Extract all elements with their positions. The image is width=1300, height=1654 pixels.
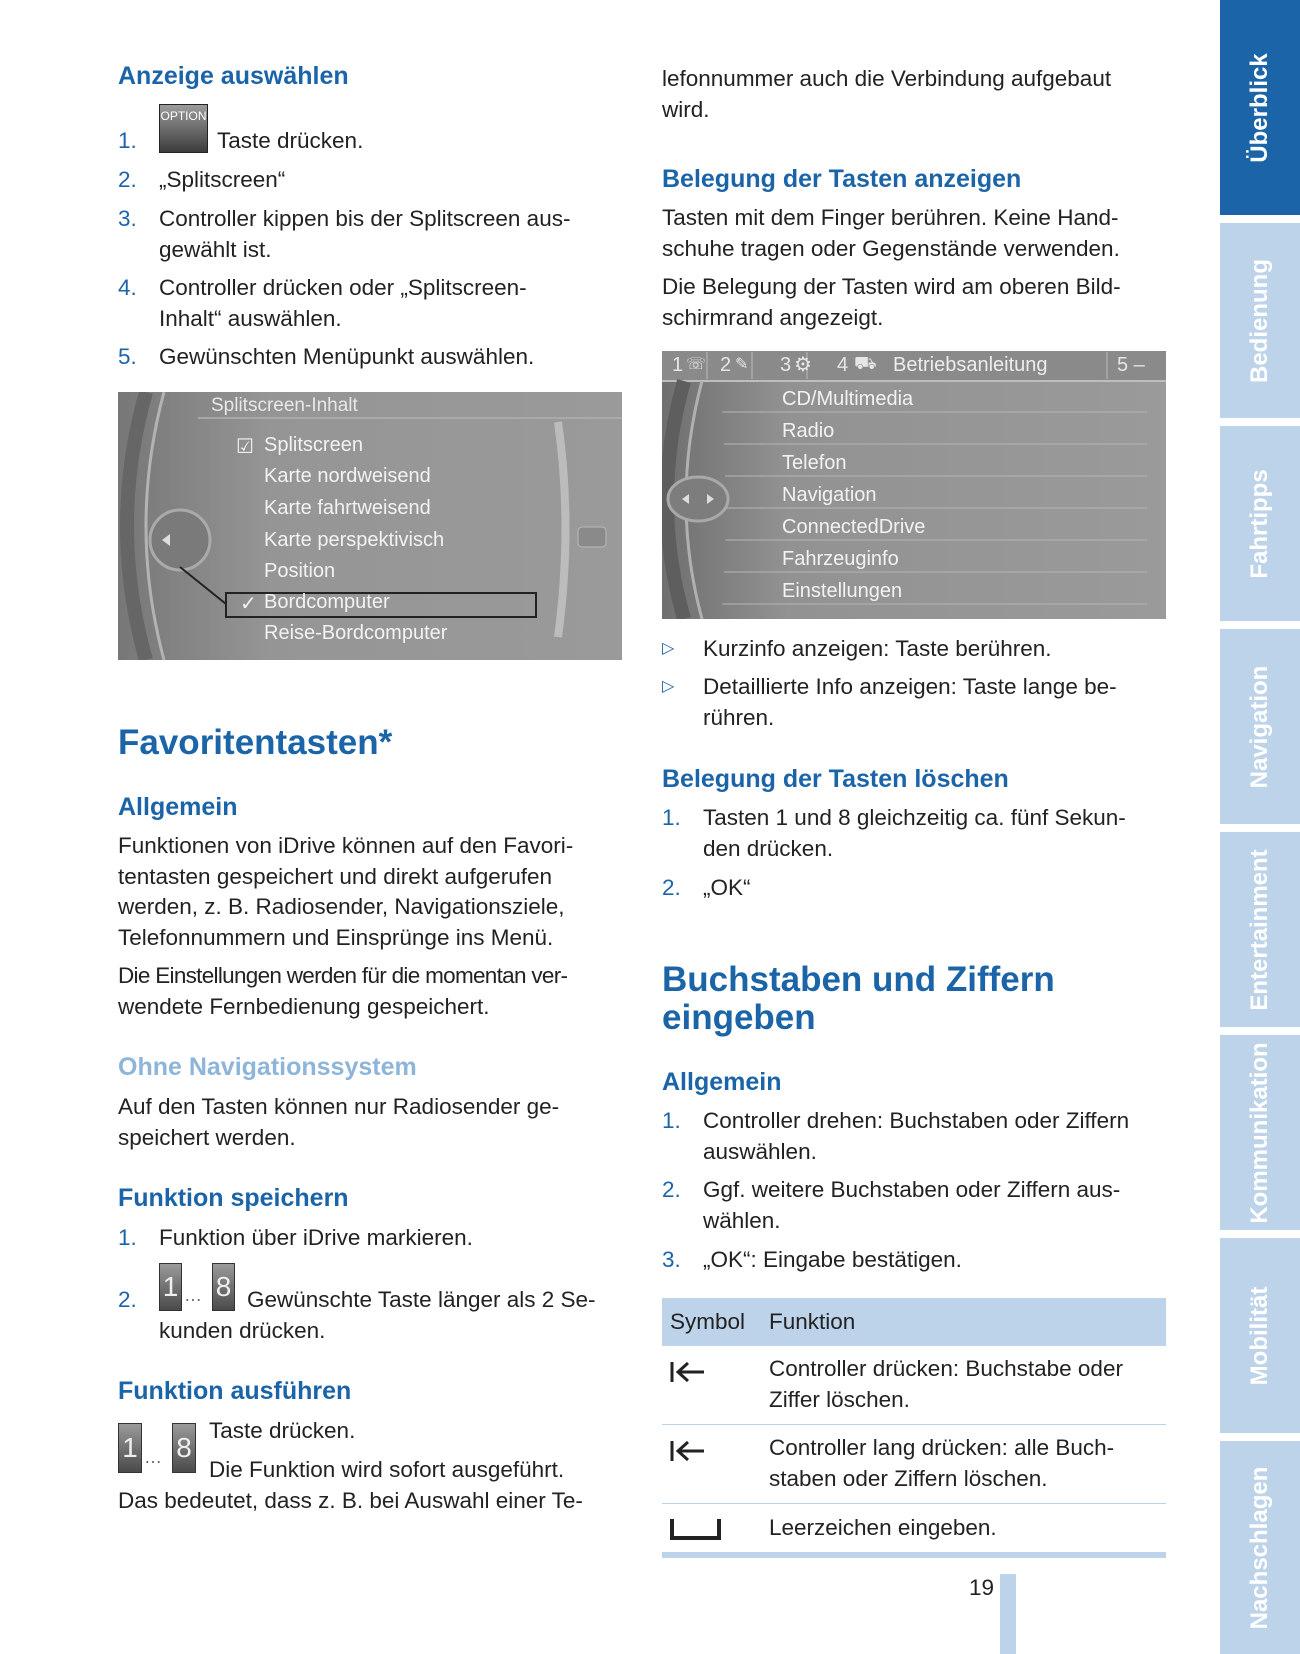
tab-mobilitaet[interactable]: Mobilität	[1220, 1238, 1300, 1433]
backspace-icon	[669, 1438, 707, 1464]
tab-bedienung[interactable]: Bedienung	[1220, 223, 1300, 418]
subheading-allgemein: Allgemein	[662, 1068, 782, 1096]
step-number: 1.	[118, 128, 137, 153]
table-cell-funktion: Leerzeichen eingeben.	[769, 1515, 997, 1540]
step-number: 2.	[662, 1177, 681, 1202]
tab-fahrtipps[interactable]: Fahrtipps	[1220, 426, 1300, 621]
step-number: 4.	[118, 275, 137, 300]
favorite-keys-icon: 1 … 8	[118, 1421, 198, 1473]
menu-item: Telefon	[782, 452, 847, 474]
menu-item: Splitscreen	[264, 434, 363, 456]
tab-ueberblick[interactable]: Überblick	[1220, 0, 1300, 215]
table-cell-funktion: Controller lang drücken: alle Buch- staben oder Ziffern löschen.	[769, 1435, 1115, 1491]
step-text: gewählt ist.	[159, 237, 272, 262]
step-number: 1.	[662, 1108, 681, 1133]
bullet-text: rühren.	[703, 705, 775, 730]
table-cell-funktion: Controller drücken: Buchstabe oder Ziffer löschen.	[769, 1356, 1123, 1412]
step-number: 1.	[662, 805, 681, 830]
step-text: „Splitscreen“	[159, 167, 286, 192]
bullet-text: Detaillierte Info anzeigen: Taste lange be-	[703, 674, 1117, 699]
subheading-ohne-navigation: Ohne Navigationssystem	[118, 1053, 417, 1081]
step-text: Controller kippen bis der Splitscreen aus-	[159, 206, 571, 231]
step-text: kunden drücken.	[159, 1318, 326, 1343]
bar-key-4: 4	[837, 354, 849, 376]
menu-item: Einstellungen	[782, 580, 903, 602]
tab-nachschlagen[interactable]: Nachschlagen	[1220, 1441, 1300, 1654]
step-text: „OK“	[703, 875, 751, 900]
car-icon: ⛟	[854, 353, 877, 373]
step-text: „OK“: Eingabe bestätigen.	[703, 1247, 962, 1272]
bar-key-2: 2	[720, 354, 732, 376]
step-text: Gewünschten Menüpunkt auswählen.	[159, 344, 535, 369]
gear-icon: ⚙	[794, 354, 812, 376]
symbol-table	[662, 1298, 1166, 1558]
paragraph: Die Einstellungen werden für die momentan ver- wendete Fernbedienung gespeichert.	[118, 963, 568, 1019]
bullet-triangle-icon: ▷	[662, 678, 675, 695]
step-text: Tasten 1 und 8 gleichzeitig ca. fünf Sekun-	[703, 805, 1126, 830]
tab-kommunikation[interactable]: Kommunikation	[1220, 1035, 1300, 1230]
paragraph: Auf den Tasten können nur Radiosender ge- speichert werden.	[118, 1094, 560, 1150]
favorite-keys-icon: 1 … 8	[159, 1263, 237, 1311]
menu-item: Karte fahrtweisend	[264, 497, 431, 519]
tab-entertainment[interactable]: Entertainment	[1220, 832, 1300, 1027]
bar-key-1: 1	[672, 354, 684, 376]
menu-item: Karte nordweisend	[264, 465, 431, 487]
menu-item: CD/Multimedia	[782, 388, 914, 410]
subheading-funktion-speichern: Funktion speichern	[118, 1184, 349, 1212]
page-number: 19	[968, 1575, 994, 1600]
table-row	[662, 1425, 1166, 1504]
step-text: Ggf. weitere Buchstaben oder Ziffern aus-	[703, 1177, 1121, 1202]
step-number: 1.	[118, 1225, 137, 1250]
menu-item: Fahrzeuginfo	[782, 548, 899, 570]
page-marker	[1000, 1574, 1016, 1654]
text-line: Taste drücken.	[209, 1418, 356, 1443]
step-text: wählen.	[703, 1208, 781, 1233]
phone-icon: ☏	[686, 356, 707, 373]
section-heading-favoriten: Favoritentasten*	[118, 723, 393, 762]
space-icon	[669, 1516, 723, 1542]
bar-label: Betriebsanleitung	[893, 354, 1048, 376]
subheading-belegung-anzeigen: Belegung der Tasten anzeigen	[662, 165, 1022, 193]
step-text: den drücken.	[703, 836, 834, 861]
table-header-symbol: Symbol	[670, 1309, 746, 1334]
step-text: Inhalt“ auswählen.	[159, 306, 342, 331]
option-key-icon: OPTION	[159, 104, 208, 153]
paragraph: Tasten mit dem Finger berühren. Keine Hand- schuhe tragen oder Gegenstände verwenden.	[662, 205, 1120, 261]
step-number: 2.	[118, 167, 137, 192]
backspace-icon	[669, 1359, 707, 1385]
step-text: Controller drücken oder „Splitscreen-	[159, 275, 527, 300]
table-row	[662, 1504, 1166, 1558]
menu-item: ConnectedDrive	[782, 516, 926, 538]
step-number: 3.	[118, 206, 137, 231]
bullet-text: Kurzinfo anzeigen: Taste berühren.	[703, 636, 1052, 661]
controller-graphic	[118, 392, 622, 660]
text-line: Das bedeutet, dass z. B. bei Auswahl einer Te-	[118, 1488, 583, 1513]
step-number: 2.	[118, 1287, 137, 1312]
table-row	[662, 1346, 1166, 1425]
step-number: 3.	[662, 1247, 681, 1272]
text-line: Die Funktion wird sofort ausgeführt.	[209, 1457, 565, 1482]
paragraph: Die Belegung der Tasten wird am oberen Bild- schirmrand angezeigt.	[662, 274, 1121, 330]
checkbox-icon: ☑	[236, 436, 254, 458]
step-text: auswählen.	[703, 1139, 817, 1164]
bullet-triangle-icon: ▷	[662, 640, 675, 657]
step-text: Funktion über iDrive markieren.	[159, 1225, 473, 1250]
menu-item: Karte perspektivisch	[264, 529, 445, 551]
splitscreen-screenshot	[118, 392, 622, 660]
paragraph: Funktionen von iDrive können auf den Favori- tentasten gespeichert und direkt aufgerufen werden, z. B. Radiosender, Navigationsziele, Telefonnummern und Einsprünge ins Menü.	[118, 833, 574, 950]
subheading-allgemein: Allgemein	[118, 793, 238, 821]
step-number: 2.	[662, 875, 681, 900]
table-header-funktion: Funktion	[769, 1309, 856, 1334]
screen-title: Splitscreen-Inhalt	[211, 395, 358, 416]
table-header	[662, 1298, 1166, 1346]
checkmark-icon: ✓	[240, 593, 257, 615]
step-text: Gewünschte Taste länger als 2 Se-	[247, 1287, 596, 1312]
tools-icon: ✎	[735, 356, 749, 373]
controller-graphic	[662, 351, 1166, 619]
step-text: Taste drücken.	[217, 128, 364, 153]
menu-item: Position	[264, 560, 336, 582]
subheading-funktion-ausfuehren: Funktion ausführen	[118, 1377, 352, 1405]
bar-key-3: 3	[780, 354, 792, 376]
bar-key-5: 5 –	[1117, 354, 1145, 376]
subheading-belegung-loeschen: Belegung der Tasten löschen	[662, 765, 1009, 793]
menu-item: Radio	[782, 420, 835, 442]
section-heading-buchstaben: Buchstaben und Ziffern eingeben	[662, 960, 1055, 1037]
paragraph: lefonnummer auch die Verbindung aufgebaut wird.	[662, 66, 1112, 122]
step-number: 5.	[118, 344, 137, 369]
step-text: Controller drehen: Buchstaben oder Ziffern	[703, 1108, 1130, 1133]
section-heading-anzeige: Anzeige auswählen	[118, 62, 349, 90]
menu-item: Navigation	[782, 484, 877, 506]
menu-item-selected: Bordcomputer	[264, 591, 390, 613]
menu-item: Reise-Bordcomputer	[264, 622, 448, 644]
favorites-screenshot	[662, 351, 1166, 619]
tab-navigation[interactable]: Navigation	[1220, 629, 1300, 824]
